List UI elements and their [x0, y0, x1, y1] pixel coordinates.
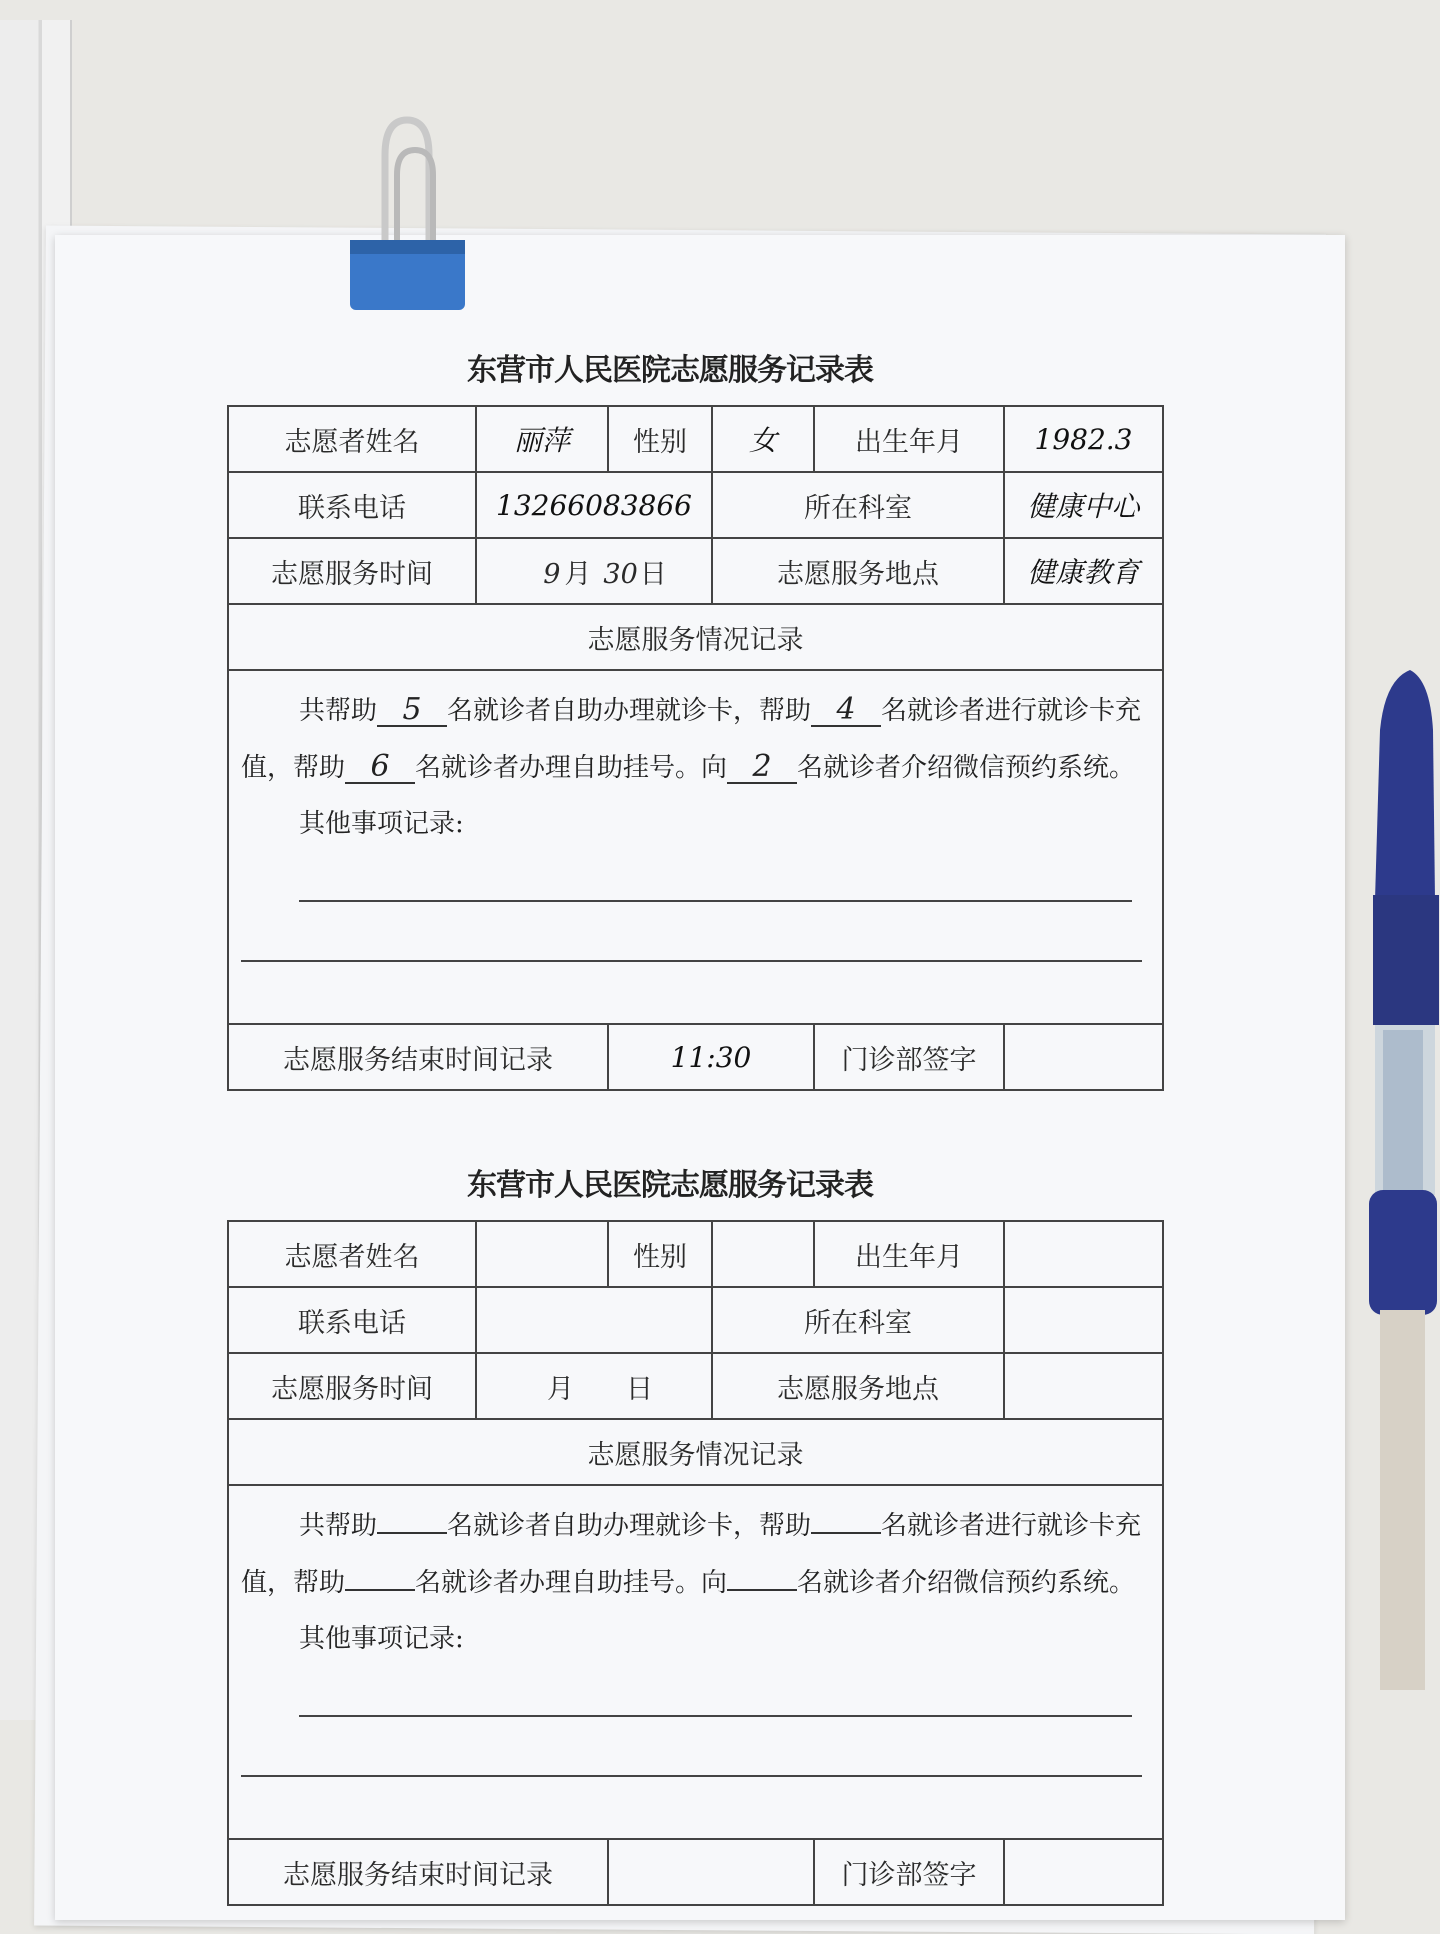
value-signature[interactable] [1004, 1839, 1163, 1905]
other-notes-line[interactable] [299, 1655, 1132, 1717]
blank-3[interactable]: 6 [345, 752, 415, 784]
record-text-1: 共帮助 [299, 696, 378, 726]
record-text-1: 共帮助 [299, 1511, 378, 1541]
value-department[interactable] [1004, 1287, 1163, 1353]
value-department[interactable]: 健康中心 [1004, 472, 1163, 538]
value-service-date[interactable] [476, 538, 712, 604]
record-text-3: 名就诊者进行就诊卡充值，帮助 [241, 1511, 1142, 1598]
record-text-2: 名就诊者自助办理就诊卡，帮助 [447, 696, 812, 726]
blank-1[interactable]: 5 [377, 695, 447, 727]
other-notes-line-2[interactable] [241, 1717, 1142, 1777]
label-signature: 门诊部签字 [814, 1024, 1004, 1090]
record-header: 志愿服务情况记录 [228, 604, 1163, 670]
value-gender[interactable] [712, 1221, 814, 1287]
label-service-time: 志愿服务时间 [228, 538, 476, 604]
value-volunteer-name[interactable] [476, 1221, 608, 1287]
record-text-5: 名就诊者介绍微信预约系统。 [797, 753, 1136, 783]
value-phone[interactable]: 13266083866 [476, 472, 712, 538]
other-notes-line-2[interactable] [241, 902, 1142, 962]
blank-4[interactable] [727, 1589, 797, 1591]
value-birth[interactable]: 1982.3 [1004, 406, 1163, 472]
label-month: 月 [564, 558, 592, 590]
record-body [228, 1485, 1163, 1839]
label-department: 所在科室 [712, 472, 1004, 538]
value-end-time[interactable]: 11:30 [608, 1024, 814, 1090]
record-text-5: 名就诊者介绍微信预约系统。 [797, 1568, 1136, 1598]
value-gender[interactable]: 女 [712, 406, 814, 472]
volunteer-form-2 [170, 1160, 1170, 1906]
label-phone: 联系电话 [228, 472, 476, 538]
label-department: 所在科室 [712, 1287, 1004, 1353]
form-title: 东营市人民医院志愿服务记录表 [467, 353, 873, 388]
value-end-time[interactable] [608, 1839, 814, 1905]
record-text-4: 名就诊者办理自助挂号。向 [415, 753, 728, 783]
label-end-time: 志愿服务结束时间记录 [228, 1839, 608, 1905]
blank-2[interactable]: 4 [811, 695, 881, 727]
blank-4[interactable]: 2 [727, 752, 797, 784]
label-volunteer-name: 志愿者姓名 [228, 406, 476, 472]
label-signature: 门诊部签字 [814, 1839, 1004, 1905]
value-volunteer-name[interactable]: 丽萍 [476, 406, 608, 472]
value-birth[interactable] [1004, 1221, 1163, 1287]
label-birth: 出生年月 [814, 406, 1004, 472]
label-end-time: 志愿服务结束时间记录 [228, 1024, 608, 1090]
label-birth: 出生年月 [814, 1221, 1004, 1287]
label-service-place: 志愿服务地点 [712, 1353, 1004, 1419]
record-paragraph [241, 683, 1152, 797]
form-title: 东营市人民医院志愿服务记录表 [467, 1168, 873, 1203]
binder-clip-icon [345, 115, 470, 315]
record-text-2: 名就诊者自助办理就诊卡，帮助 [447, 1511, 812, 1541]
label-gender: 性别 [608, 1221, 712, 1287]
pen-icon [1355, 670, 1440, 1690]
label-service-place: 志愿服务地点 [712, 538, 1004, 604]
record-text-4: 名就诊者办理自助挂号。向 [415, 1568, 728, 1598]
volunteer-form-1 [170, 345, 1170, 1091]
label-gender: 性别 [608, 406, 712, 472]
value-phone[interactable] [476, 1287, 712, 1353]
value-month: 9 [543, 558, 561, 590]
value-service-date[interactable] [476, 1353, 712, 1419]
label-day: 日 [626, 1373, 653, 1405]
form-table [227, 405, 1164, 1091]
blank-2[interactable] [811, 1532, 881, 1534]
record-paragraph [241, 1498, 1152, 1612]
other-notes-line[interactable] [299, 840, 1132, 902]
value-service-place[interactable] [1004, 1353, 1163, 1419]
label-volunteer-name: 志愿者姓名 [228, 1221, 476, 1287]
value-signature[interactable] [1004, 1024, 1163, 1090]
record-text-3: 名就诊者进行就诊卡充值，帮助 [241, 696, 1142, 783]
label-service-time: 志愿服务时间 [228, 1353, 476, 1419]
value-service-place[interactable]: 健康教育 [1004, 538, 1163, 604]
other-notes-label: 其他事项记录: [299, 1624, 464, 1654]
blank-3[interactable] [345, 1589, 415, 1591]
label-phone: 联系电话 [228, 1287, 476, 1353]
label-day: 日 [639, 558, 667, 590]
label-month: 月 [547, 1373, 574, 1405]
record-body [228, 670, 1163, 1024]
form-table [227, 1220, 1164, 1906]
value-day: 30 [603, 558, 638, 590]
other-notes-label: 其他事项记录: [299, 809, 464, 839]
record-header: 志愿服务情况记录 [228, 1419, 1163, 1485]
blank-1[interactable] [377, 1532, 447, 1534]
